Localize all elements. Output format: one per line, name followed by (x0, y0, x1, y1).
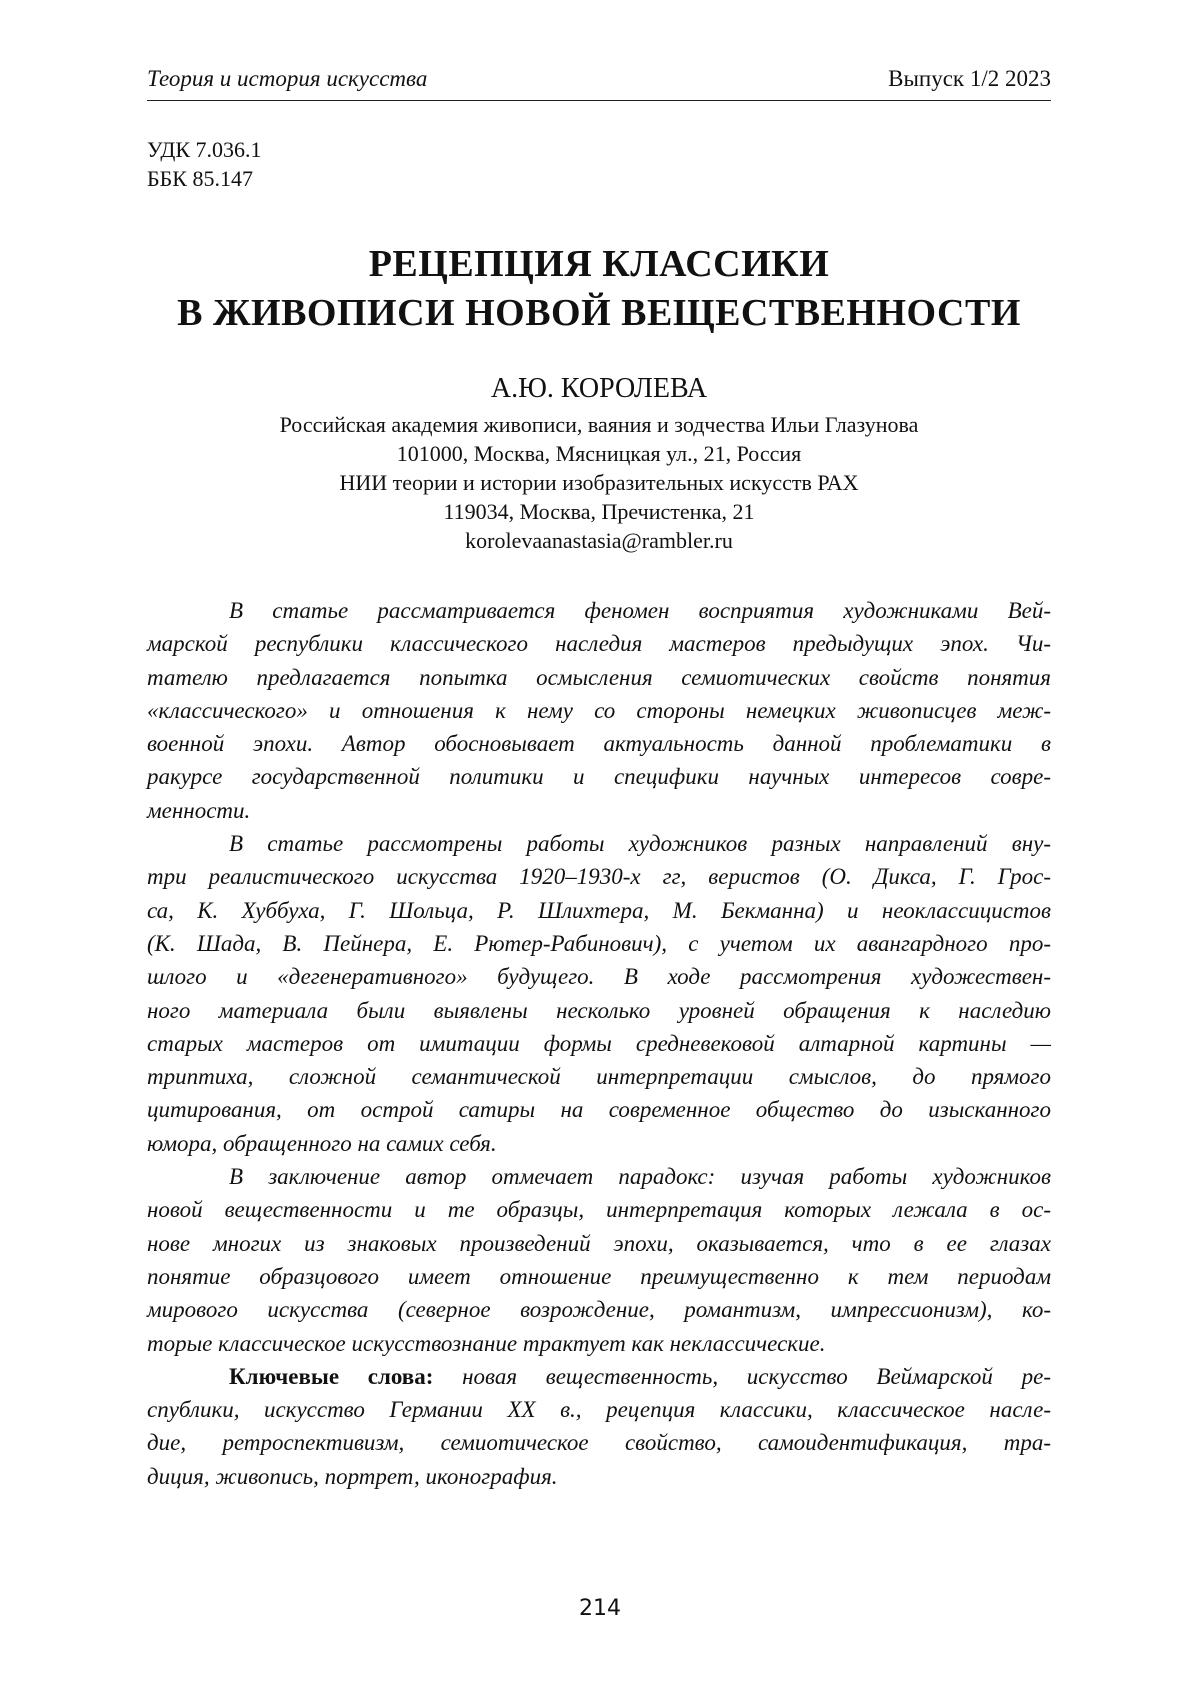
abstract-line: три реалистического искусства 1920–1930-х гг, веристов (О. Дикса, Г. Грос- (147, 860, 1051, 893)
keywords-text: новая вещественность, искусство Веймарской ре- (462, 1364, 1051, 1389)
udk-code: УДК 7.036.1 (147, 135, 262, 164)
keywords-line: диция, живопись, портрет, иконография. (147, 1460, 1051, 1493)
abstract (147, 594, 1051, 1493)
affiliation-line: НИИ теории и истории изобразительных искусств РАХ (147, 468, 1051, 497)
abstract-line: старых мастеров от имитации формы средневековой алтарной картины — (147, 1027, 1051, 1060)
abstract-line: (К. Шада, В. Пейнера, Е. Рютер-Рабинович), с учетом их авангардного про- (147, 927, 1051, 960)
keywords-line (147, 1360, 1051, 1393)
author-name: А.Ю. КОРОЛЕВА (147, 372, 1051, 406)
abstract-line: са, К. Хуббуха, Г. Шольца, Р. Шлихтера, М. Бекманна) и неоклассицистов (147, 894, 1051, 927)
author-affiliations (147, 410, 1051, 555)
abstract-line: ракурсе государственной политики и специфики научных интересов совре- (147, 760, 1051, 793)
classification-codes (147, 135, 262, 193)
abstract-line: В статье рассмотрены работы художников разных направлений вну- (147, 827, 1051, 860)
keywords-label: Ключевые слова: (229, 1364, 433, 1389)
keywords-line: спублики, искусство Германии XX в., рецепция классики, классическое насле- (147, 1393, 1051, 1426)
affiliation-line: 119034, Москва, Пречистенка, 21 (147, 497, 1051, 526)
journal-title: Теория и история искусства (147, 66, 427, 92)
abstract-line: тателю предлагается попытка осмысления семиотических свойств понятия (147, 661, 1051, 694)
keywords-line: дие, ретроспективизм, семиотическое свойство, самоидентификация, тра- (147, 1426, 1051, 1459)
abstract-line: новой вещественности и те образцы, интерпретация которых лежала в ос- (147, 1193, 1051, 1226)
article-page (0, 0, 1200, 1703)
bbk-code: ББК 85.147 (147, 164, 262, 193)
page-number: 214 (0, 1596, 1200, 1621)
abstract-line: триптиха, сложной семантической интерпретации смыслов, до прямого (147, 1060, 1051, 1093)
title-line: РЕЦЕПЦИЯ КЛАССИКИ (147, 240, 1051, 289)
abstract-line: марской республики классического наследия мастеров предыдущих эпох. Чи- (147, 627, 1051, 660)
abstract-line: военной эпохи. Автор обосновывает актуальность данной проблематики в (147, 727, 1051, 760)
abstract-line: торые классическое искусствознание трактует как неклассические. (147, 1327, 1051, 1360)
issue-number: Выпуск 1/2 2023 (888, 66, 1051, 92)
author-email: korolevaanastasia@rambler.ru (147, 526, 1051, 555)
abstract-line: мирового искусства (северное возрождение, романтизм, импрессионизм), ко- (147, 1293, 1051, 1326)
abstract-line: менности. (147, 794, 1051, 827)
abstract-line: В статье рассматривается феномен восприятия художниками Вей- (147, 594, 1051, 627)
abstract-line: шлого и «дегенеративного» будущего. В ходе рассмотрения художествен- (147, 960, 1051, 993)
title-line: В ЖИВОПИСИ НОВОЙ ВЕЩЕСТВЕННОСТИ (147, 289, 1051, 338)
abstract-line: «классического» и отношения к нему со стороны немецких живописцев меж- (147, 694, 1051, 727)
article-title (147, 240, 1051, 338)
affiliation-line: 101000, Москва, Мясницкая ул., 21, Россия (147, 439, 1051, 468)
abstract-line: ного материала были выявлены несколько уровней обращения к наследию (147, 994, 1051, 1027)
affiliation-line: Российская академия живописи, ваяния и зодчества Ильи Глазунова (147, 410, 1051, 439)
abstract-line: юмора, обращенного на самих себя. (147, 1127, 1051, 1160)
abstract-line: понятие образцового имеет отношение преимущественно к тем периодам (147, 1260, 1051, 1293)
abstract-line: нове многих из знаковых произведений эпохи, оказывается, что в ее глазах (147, 1227, 1051, 1260)
abstract-line: В заключение автор отмечает парадокс: изучая работы художников (147, 1160, 1051, 1193)
abstract-line: цитирования, от острой сатиры на современное общество до изысканного (147, 1093, 1051, 1126)
running-header (147, 66, 1051, 101)
